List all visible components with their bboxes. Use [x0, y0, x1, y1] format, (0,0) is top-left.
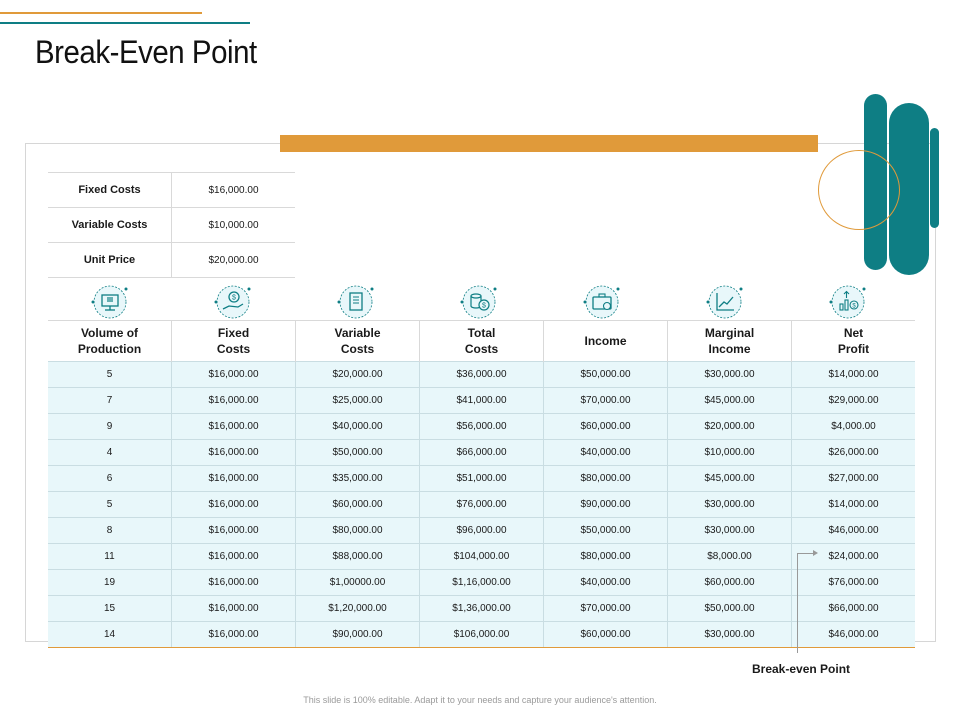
table-cell: $20,000.00: [668, 414, 792, 440]
param-label: Fixed Costs: [48, 173, 172, 208]
table-row: [48, 492, 915, 518]
table-cell: $16,000.00: [172, 596, 296, 622]
table-cell: $96,000.00: [420, 518, 544, 544]
table-cell: $80,000.00: [544, 544, 668, 570]
table-cell: $46,000.00: [792, 518, 916, 544]
hand-money-icon: [171, 283, 294, 321]
table-row: [48, 596, 915, 622]
table-cell: $14,000.00: [792, 362, 916, 388]
page-title: Break-Even Point: [35, 34, 257, 70]
table-cell: $60,000.00: [296, 492, 420, 518]
table-cell: 19: [48, 570, 172, 596]
table-cell: $40,000.00: [544, 440, 668, 466]
svg-text:$: $: [482, 302, 486, 310]
table-cell: $16,000.00: [172, 518, 296, 544]
table-row: [48, 518, 915, 544]
table-cell: $90,000.00: [544, 492, 668, 518]
table-cell: 7: [48, 388, 172, 414]
param-label: Variable Costs: [48, 208, 172, 243]
table-cell: $66,000.00: [792, 596, 916, 622]
break-even-label: Break-even Point: [752, 662, 851, 676]
param-label: Unit Price: [48, 243, 172, 278]
table-row: [48, 570, 915, 596]
decor-line-orange: [0, 12, 202, 14]
table-cell: $35,000.00: [296, 466, 420, 492]
table-cell: $80,000.00: [544, 466, 668, 492]
table-cell: 15: [48, 596, 172, 622]
monitor-icon: [48, 283, 171, 321]
table-body: [48, 362, 915, 648]
table-cell: $70,000.00: [544, 388, 668, 414]
column-header: Net Profit: [792, 321, 916, 362]
table-cell: $60,000.00: [544, 622, 668, 648]
table-cell: $60,000.00: [668, 570, 792, 596]
table-row: [48, 388, 915, 414]
table-cell: $29,000.00: [792, 388, 916, 414]
table-cell: $56,000.00: [420, 414, 544, 440]
param-value: $16,000.00: [172, 173, 296, 208]
table-cell: $8,000.00: [668, 544, 792, 570]
table-cell: $88,000.00: [296, 544, 420, 570]
table-cell: $16,000.00: [172, 414, 296, 440]
param-row: [48, 173, 295, 208]
table-cell: $76,000.00: [420, 492, 544, 518]
table-cell: $60,000.00: [544, 414, 668, 440]
table-cell: $50,000.00: [668, 596, 792, 622]
table-cell: $66,000.00: [420, 440, 544, 466]
column-header: Income: [544, 321, 668, 362]
table-cell: $41,000.00: [420, 388, 544, 414]
briefcase-icon: [540, 283, 663, 321]
parameters-table: [48, 172, 295, 278]
table-cell: $106,000.00: [420, 622, 544, 648]
table-cell: $16,000.00: [172, 622, 296, 648]
column-header: Fixed Costs: [172, 321, 296, 362]
coin-stack-icon: [417, 283, 540, 321]
decor-orange-bar: [280, 135, 818, 152]
column-header: Marginal Income: [668, 321, 792, 362]
table-cell: $27,000.00: [792, 466, 916, 492]
table-cell: $24,000.00: [792, 544, 916, 570]
table-cell: 5: [48, 492, 172, 518]
table-cell: $45,000.00: [668, 466, 792, 492]
table-row: [48, 544, 915, 570]
table-cell: $16,000.00: [172, 440, 296, 466]
table-cell: $76,000.00: [792, 570, 916, 596]
table-cell: $50,000.00: [544, 362, 668, 388]
table-cell: $30,000.00: [668, 492, 792, 518]
table-cell: 4: [48, 440, 172, 466]
table-cell: $20,000.00: [296, 362, 420, 388]
table-cell: $80,000.00: [296, 518, 420, 544]
param-value: $20,000.00: [172, 243, 296, 278]
table-cell: $16,000.00: [172, 362, 296, 388]
break-even-table: [48, 320, 915, 648]
table-cell: $40,000.00: [296, 414, 420, 440]
line-graph-icon: [663, 283, 786, 321]
table-cell: $4,000.00: [792, 414, 916, 440]
svg-text:$: $: [852, 303, 856, 310]
column-header: Total Costs: [420, 321, 544, 362]
table-cell: $50,000.00: [544, 518, 668, 544]
table-cell: $90,000.00: [296, 622, 420, 648]
table-cell: $30,000.00: [668, 518, 792, 544]
table-cell: $40,000.00: [544, 570, 668, 596]
table-cell: $36,000.00: [420, 362, 544, 388]
footer-note: This slide is 100% editable. Adapt it to your needs and capture your audience's attention.: [303, 695, 657, 705]
table-cell: $46,000.00: [792, 622, 916, 648]
table-row: [48, 362, 915, 388]
table-cell: $45,000.00: [668, 388, 792, 414]
decor-orange-circle: [818, 150, 900, 230]
table-row: [48, 466, 915, 492]
table-cell: $10,000.00: [668, 440, 792, 466]
table-cell: 6: [48, 466, 172, 492]
table-cell: $1,00000.00: [296, 570, 420, 596]
column-header: Volume of Production: [48, 321, 172, 362]
table-cell: $1,20,000.00: [296, 596, 420, 622]
table-cell: $26,000.00: [792, 440, 916, 466]
table-header-row: [48, 321, 915, 362]
table-row: [48, 440, 915, 466]
table-cell: $1,36,000.00: [420, 596, 544, 622]
table-cell: $50,000.00: [296, 440, 420, 466]
table-cell: $70,000.00: [544, 596, 668, 622]
svg-text:$: $: [232, 294, 236, 302]
table-cell: $51,000.00: [420, 466, 544, 492]
table-cell: 11: [48, 544, 172, 570]
table-row: [48, 622, 915, 648]
param-row: [48, 208, 295, 243]
break-even-pointer-line: [797, 553, 798, 653]
table-cell: $1,16,000.00: [420, 570, 544, 596]
decor-line-teal: [0, 22, 250, 24]
table-cell: 8: [48, 518, 172, 544]
table-cell: $25,000.00: [296, 388, 420, 414]
arrow-icon: [813, 550, 818, 556]
table-cell: $16,000.00: [172, 388, 296, 414]
table-cell: $16,000.00: [172, 544, 296, 570]
table-cell: $16,000.00: [172, 570, 296, 596]
table-cell: $104,000.00: [420, 544, 544, 570]
column-header: Variable Costs: [296, 321, 420, 362]
table-cell: $30,000.00: [668, 362, 792, 388]
table-cell: 9: [48, 414, 172, 440]
bar-growth-icon: [786, 283, 909, 321]
decor-teal-pill: [930, 128, 939, 228]
column-icons: [48, 283, 912, 321]
table-cell: $16,000.00: [172, 492, 296, 518]
param-row: [48, 243, 295, 278]
table-cell: $30,000.00: [668, 622, 792, 648]
table-cell: $16,000.00: [172, 466, 296, 492]
table-cell: 5: [48, 362, 172, 388]
table-cell: $14,000.00: [792, 492, 916, 518]
table-row: [48, 414, 915, 440]
table-cell: 14: [48, 622, 172, 648]
param-value: $10,000.00: [172, 208, 296, 243]
document-icon: [294, 283, 417, 321]
